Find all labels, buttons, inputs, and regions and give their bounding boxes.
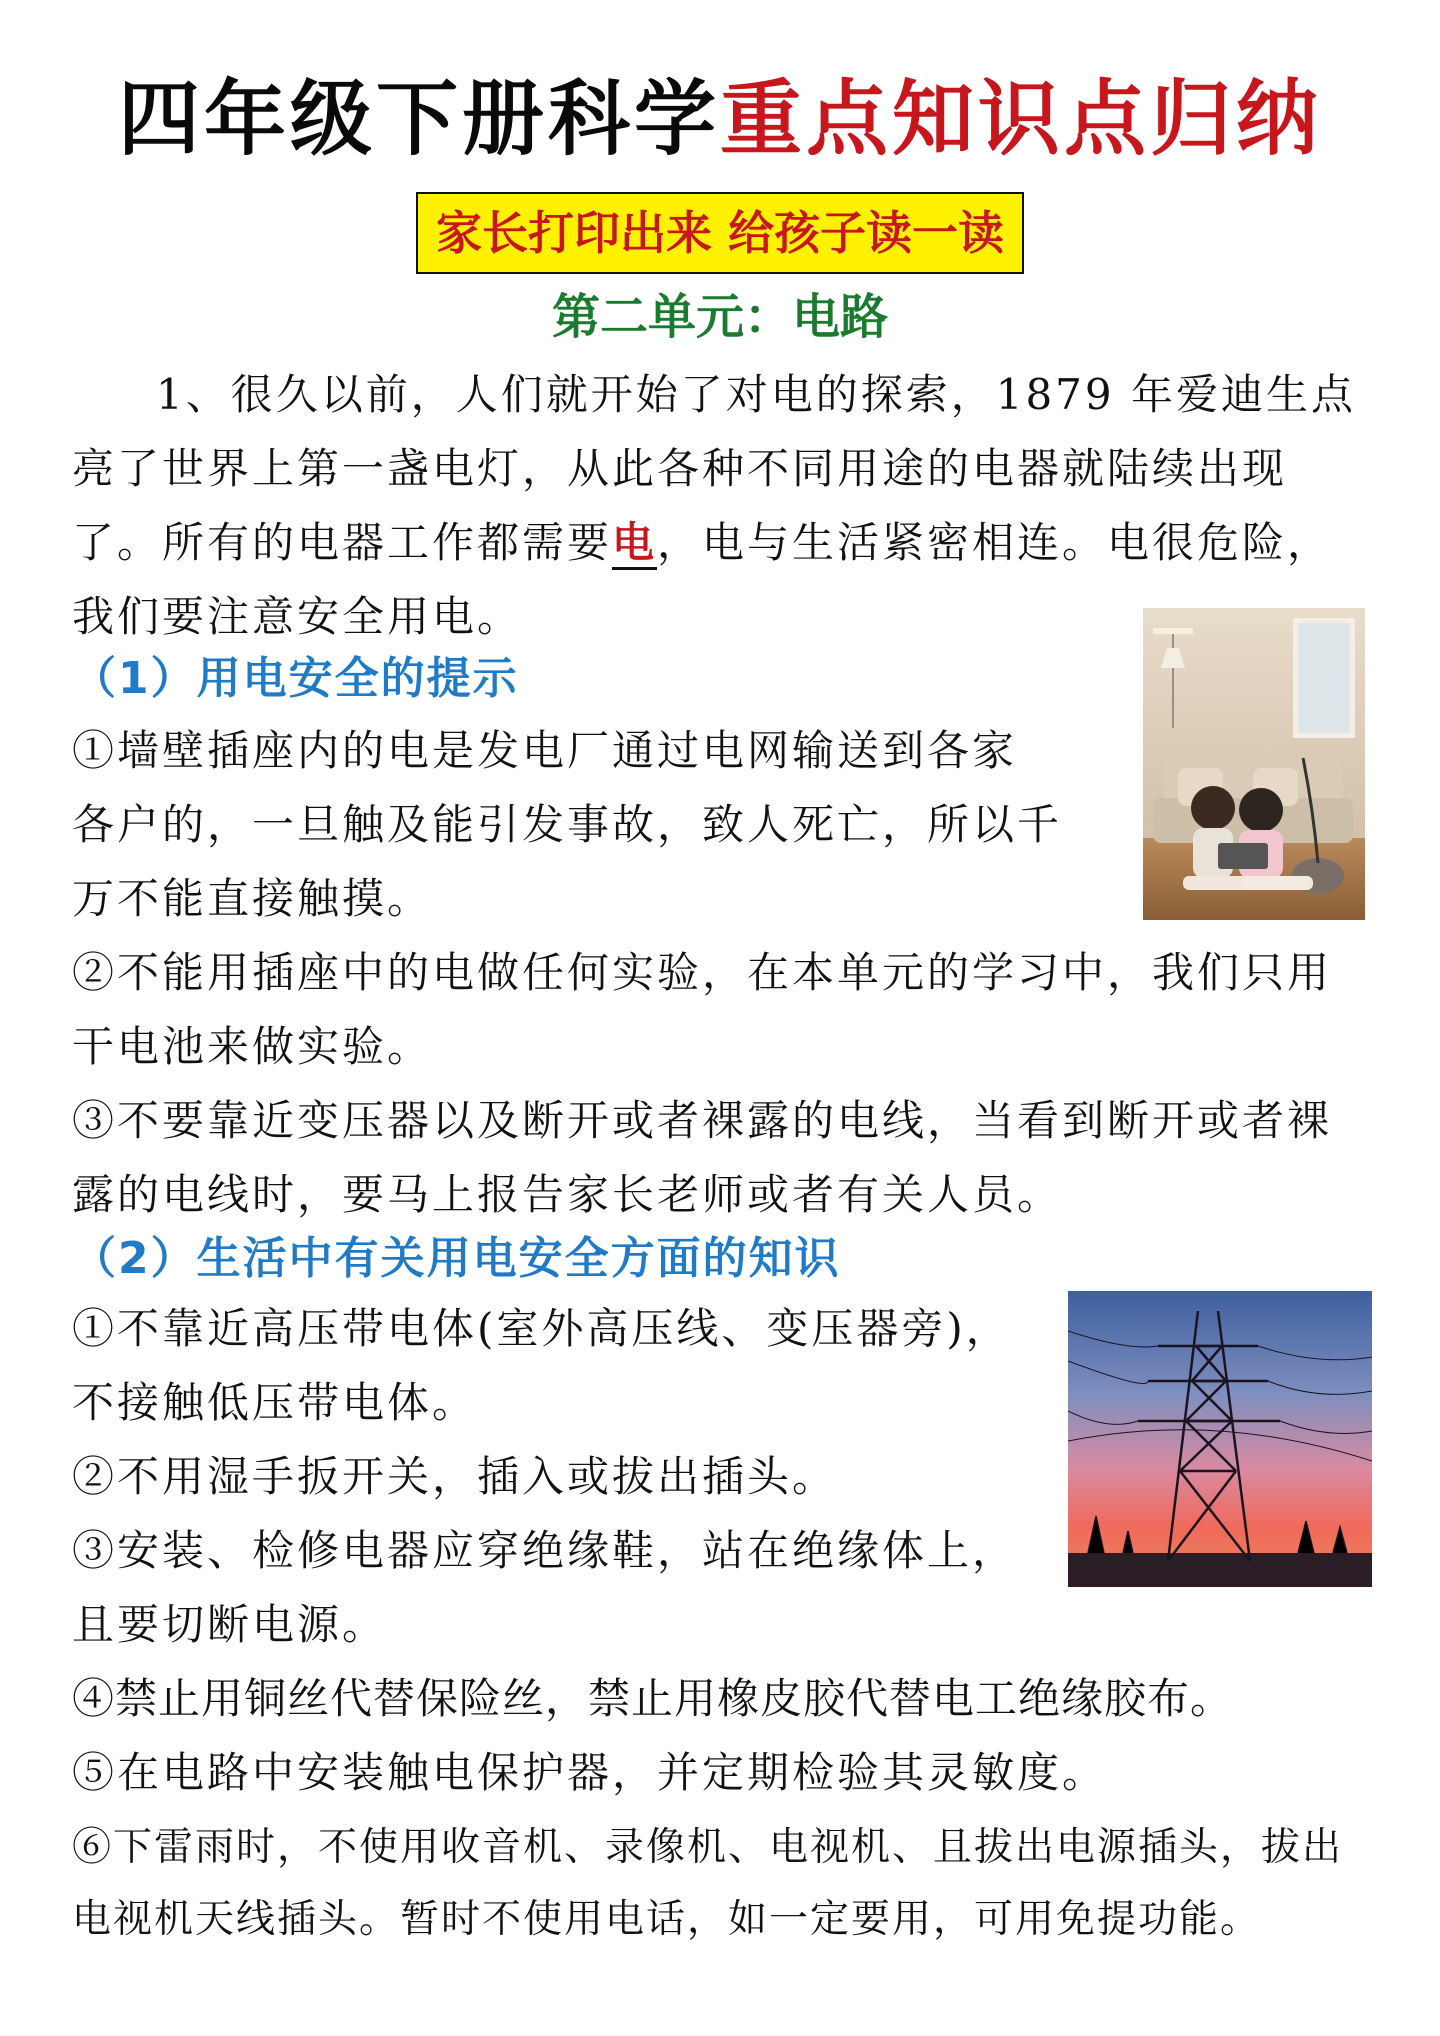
unit-title: 第二单元：电路	[551, 289, 888, 345]
section2-item3-line2: 且要切断电源。	[72, 1600, 388, 1649]
section1-item1-line1: ①墙壁插座内的电是发电厂通过电网输送到各家	[72, 726, 1018, 775]
section1-item1-line2: 各户的，一旦触及能引发事故，致人死亡，所以千	[72, 800, 1063, 849]
intro-text-after: ，电与生活紧密相连。电很危险，我们要注意安全用电。	[72, 518, 1333, 641]
section2-item4: ④禁止用铜丝代替保险丝，禁止用橡皮胶代替电工绝缘胶布。	[72, 1674, 1234, 1723]
section2-item2: ②不用湿手扳开关，插入或拔出插头。	[72, 1452, 838, 1501]
section1-item1-line3: 万不能直接触摸。	[72, 874, 433, 923]
section2-heading: （2）生活中有关用电安全方面的知识	[72, 1233, 841, 1284]
page-title	[0, 70, 1440, 170]
section2-item6: ⑥下雷雨时，不使用收音机、录像机、电视机、且拔出电源插头，拔出电视机天线插头。暂时不使用电话，如一定要用，可用免提功能。	[72, 1825, 1344, 1942]
title-part2: 重点知识点归纳	[720, 72, 1323, 167]
section1-heading: （1）用电安全的提示	[72, 653, 519, 704]
intro-highlight: 电	[612, 518, 657, 570]
subtitle: 家长打印出来 给孩子读一读	[416, 192, 1024, 274]
section2-item3-line1: ③安装、检修电器应穿绝缘鞋，站在绝缘体上，	[72, 1526, 1018, 1575]
power-tower-photo	[1068, 1291, 1372, 1587]
section1-item2: ②不能用插座中的电做任何实验，在本单元的学习中，我们只用干电池来做实验。	[72, 948, 1333, 1071]
living-room-photo	[1143, 608, 1365, 920]
section2-item1-line1: ①不靠近高压带电体(室外高压线、变压器旁)，	[72, 1304, 1011, 1353]
section1-item3: ③不要靠近变压器以及断开或者裸露的电线，当看到断开或者裸露的电线时，要马上报告家长老师或者有关人员。	[72, 1096, 1333, 1219]
section2-item5: ⑤在电路中安装触电保护器，并定期检验其灵敏度。	[72, 1748, 1108, 1797]
subtitle-banner	[0, 192, 1440, 274]
section2-item1-line2: 不接触低压带电体。	[72, 1378, 478, 1427]
intro-text-before: 1、很久以前，人们就开始了对电的探索，1879 年爱迪生点亮了世界上第一盏电灯，从此各种不同用途的电器就陆续出现了。所有的电器工作都需要	[72, 370, 1356, 567]
title-part1: 四年级下册科学	[117, 72, 720, 167]
